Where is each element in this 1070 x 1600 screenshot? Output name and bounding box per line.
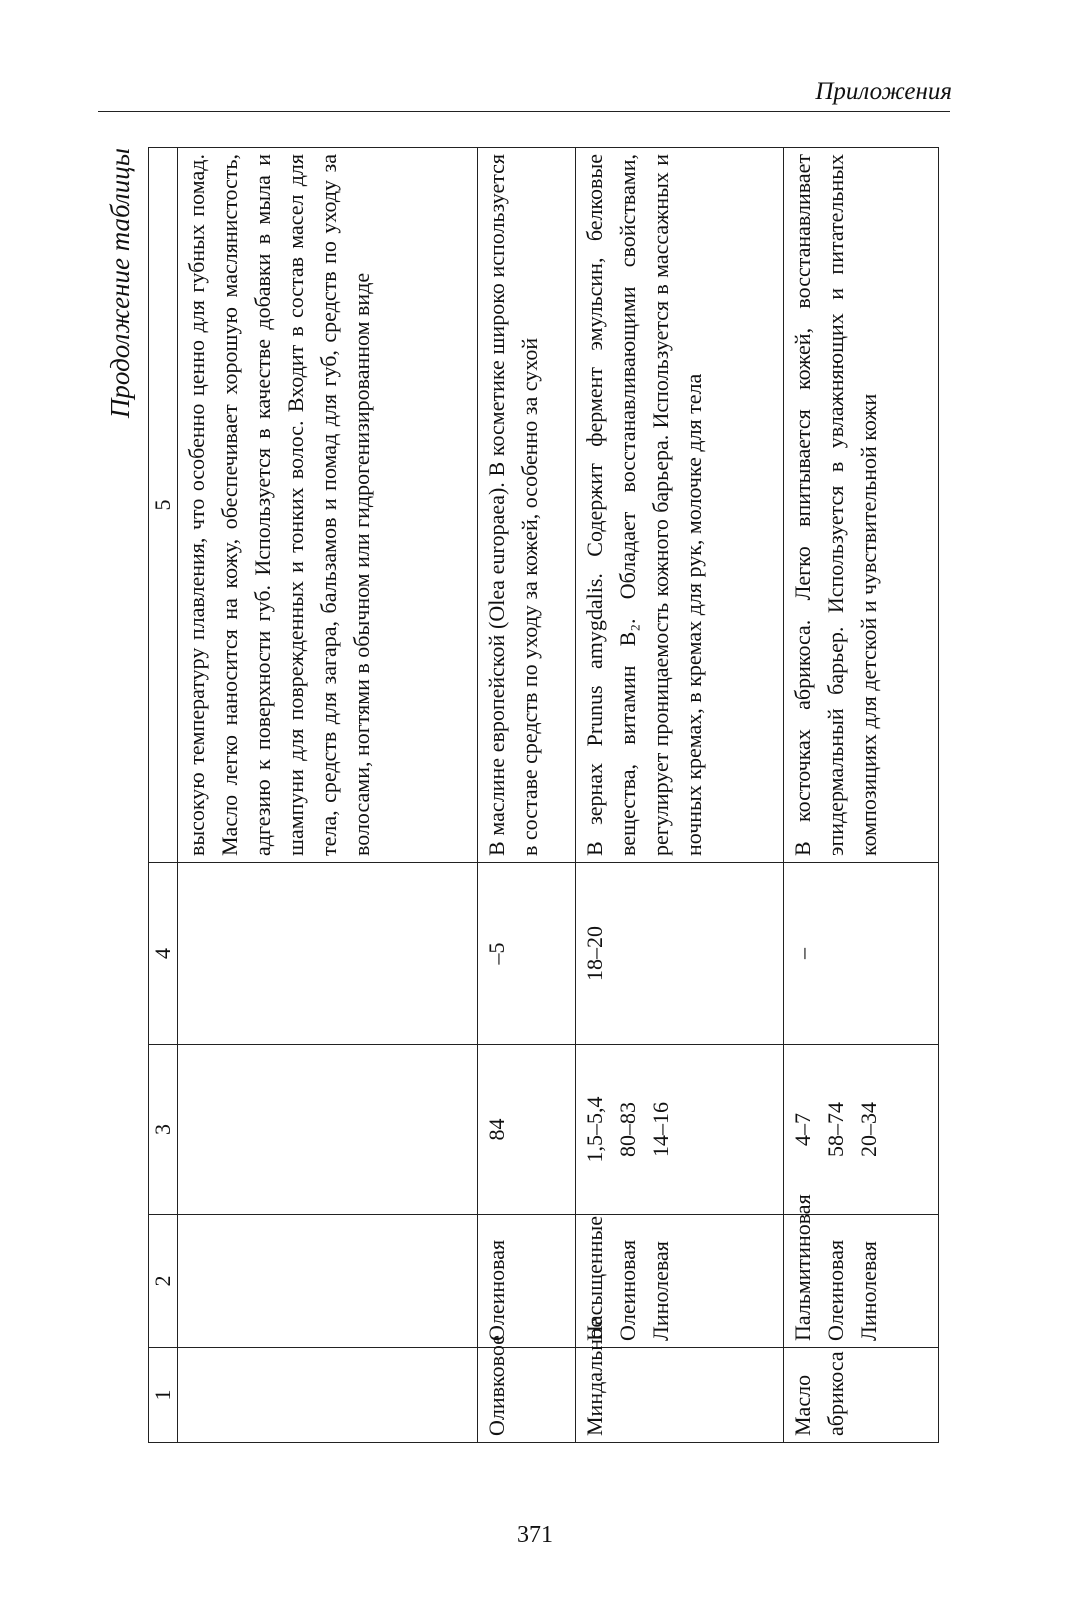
acids-cell: [784, 1194, 939, 1348]
table-row: [178, 148, 478, 1443]
page-number: 371: [517, 1522, 553, 1548]
column-header-1: 1: [149, 1348, 178, 1443]
melting-cell: –5: [478, 863, 576, 1045]
oil-name-cell: Оливковое: [478, 1348, 576, 1443]
column-header-2: 2: [149, 1215, 178, 1348]
acid-name: Насыщенные: [582, 1216, 607, 1341]
acid-name: Линолевая: [856, 1241, 881, 1341]
description-cell: В косточках абрикоса. Легко впитывается кожей, восстанавливает эпидермальный барьер. Используется в увлажняющих и питательных композициях для детской и чувствительной кожи: [784, 148, 939, 863]
oil-name-cell: Миндальное: [576, 1348, 784, 1443]
table-row: [576, 148, 784, 1443]
column-header-3: 3: [149, 1045, 178, 1215]
running-head: Приложения: [815, 78, 952, 105]
oil-name-cell: Масло абрикоса: [784, 1348, 939, 1443]
content-cell: [478, 1045, 576, 1215]
column-header-4: 4: [149, 863, 178, 1045]
acids-cell: [478, 1215, 576, 1348]
acids-cell: [178, 1215, 478, 1348]
acid-content: 4–7: [790, 1113, 815, 1146]
acid-name: Олеиновая: [823, 1239, 848, 1341]
table-header-row: [149, 148, 178, 1443]
oils-table: [148, 147, 939, 1443]
acid-content: 58–74: [823, 1102, 848, 1157]
acid-content: 80–83: [615, 1102, 640, 1157]
acid-name: Олеиновая: [484, 1239, 509, 1341]
melting-cell: 18–20: [576, 863, 784, 1045]
acid-name: Линолевая: [648, 1241, 673, 1341]
acids-cell: [576, 1215, 784, 1348]
table-row: [784, 148, 939, 1443]
content-cell: [178, 1045, 478, 1215]
content-cell: [576, 1045, 784, 1215]
description-cell: В маслине европейской (Olea europaea). В косметике широко используется в составе средств по уходу за кожей, особенно за сухой: [478, 148, 576, 863]
oil-name-cell: [178, 1348, 478, 1443]
melting-cell: [178, 863, 478, 1045]
acid-content: 20–34: [856, 1102, 881, 1157]
rotated-table-container: [105, 148, 948, 1443]
melting-cell: –: [784, 863, 939, 1045]
content-cell: [784, 1045, 939, 1215]
acid-content: 1,5–5,4: [582, 1096, 607, 1163]
acid-name: Пальмитиновая: [790, 1194, 815, 1341]
column-header-5: 5: [149, 148, 178, 863]
acid-content: 84: [484, 1118, 509, 1141]
table-caption: Продолжение таблицы: [105, 148, 135, 419]
description-cell: В зернах Prunus amygdalis. Содержит фермент эмульсин, белковые вещества, витамин B₂. Обладает восстанавливающими свойствами, регулирует проницаемость кожного барьера. Используется в массажных и ночных кремах, в кремах для рук, молочке для тела: [576, 148, 784, 863]
description-cell: высокую температуру плавления, что особенно ценно для губных помад. Масло легко наносится на кожу, обеспечивает хорошую маслянистость, адгезию к поверхности губ. Используется в качестве добавки в мыла и шампуни для поврежденных и тонких волос. Входит в состав масел для тела, средств для загара, бальзамов и помад для губ, средств по уходу за волосами, ногтями в обычном или гидрогенизированном виде: [178, 148, 478, 863]
header-rule: [98, 111, 950, 112]
acid-content: 14–16: [648, 1102, 673, 1157]
acid-name: Олеиновая: [615, 1239, 640, 1341]
table-row: [478, 148, 576, 1443]
